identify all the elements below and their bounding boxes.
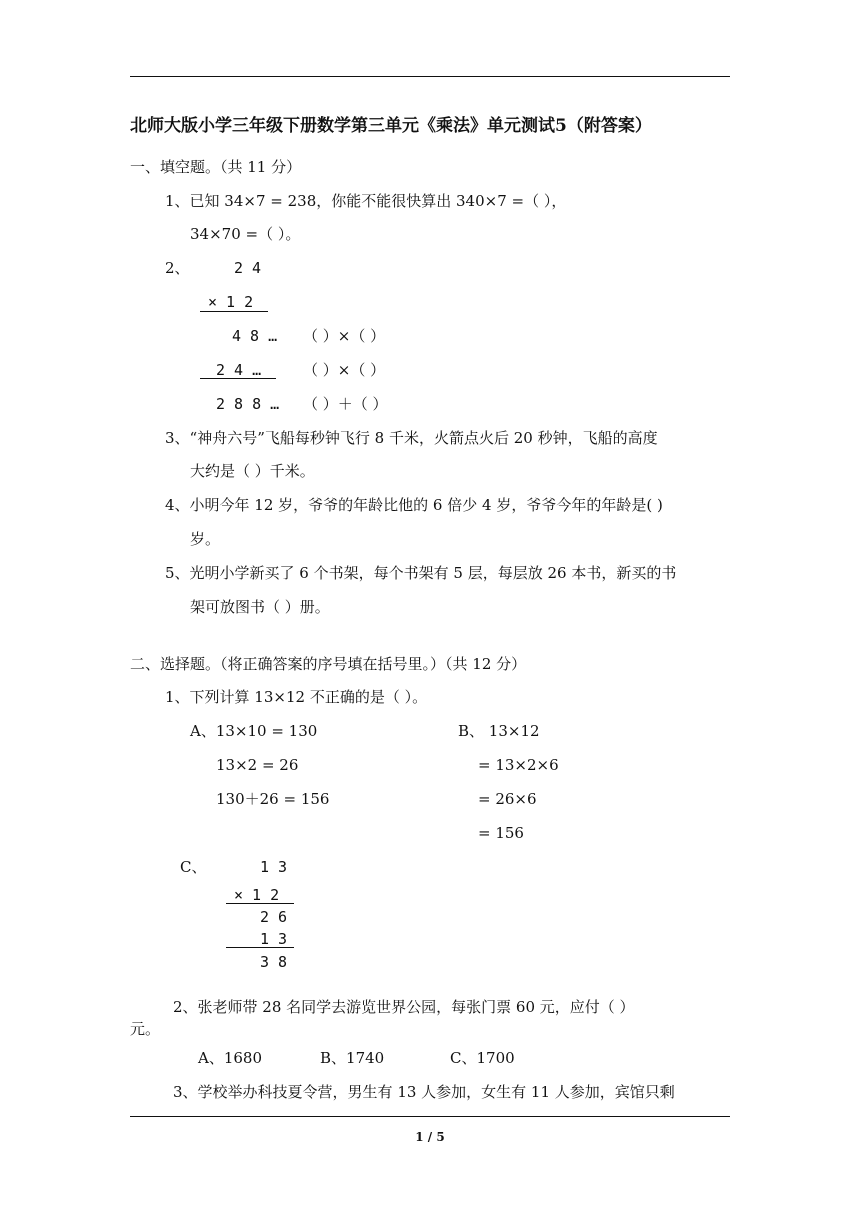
s2-q2-line1: 2、张老师带 28 名同学去游览世界公园，每张门票 60 元，应付（ ） xyxy=(173,998,635,1016)
option-c-row1: 2 6 xyxy=(260,908,288,926)
option-c-multiplier: × 1 2 xyxy=(234,886,280,904)
q2-row2: 2 4 … xyxy=(216,361,262,379)
q2-row1: 4 8 … xyxy=(232,327,278,345)
section1-heading: 一、填空题。（共 11 分） xyxy=(130,158,302,176)
option-a-line3: 130＋26 = 156 xyxy=(216,790,330,808)
q2-underline-2 xyxy=(200,378,276,379)
option-c-multiplicand: 1 3 xyxy=(260,858,288,876)
q2-blank-mul2: （ ）×（ ） xyxy=(303,361,386,379)
option-a-line2: 13×2 = 26 xyxy=(216,756,299,774)
option-c-result: 3 8 xyxy=(260,953,288,971)
option-c-label: C、 xyxy=(180,858,207,876)
q2-underline-1 xyxy=(200,311,268,312)
document-title: 北师大版小学三年级下册数学第三单元《乘法》单元测试5（附答案） xyxy=(130,116,652,136)
option-b-line2: = 13×2×6 xyxy=(478,756,559,774)
q2-label: 2、 xyxy=(165,259,190,277)
option-c-underline-2 xyxy=(226,947,294,948)
q4-line2: 岁。 xyxy=(190,530,221,548)
q5-line2: 架可放图书（ ）册。 xyxy=(190,598,330,616)
q2-multiplicand: 2 4 xyxy=(234,259,262,277)
q2-multiplier: × 1 2 xyxy=(208,293,254,311)
q2-row3: 2 8 8 … xyxy=(216,395,280,413)
q5-line1: 5、光明小学新买了 6 个书架，每个书架有 5 层，每层放 26 本书，新买的书 xyxy=(165,564,677,582)
q1-line1: 1、已知 34×7 = 238，你能不能很快算出 340×7 =（ ）， xyxy=(165,192,567,210)
s2-q2-line2: 元。 xyxy=(130,1020,161,1038)
q3-line1: 3、“神舟六号”飞船每秒钟飞行 8 千米，火箭点火后 20 秒钟，飞船的高度 xyxy=(165,429,658,447)
q4-line1: 4、小明今年 12 岁，爷爷的年龄比他的 6 倍少 4 岁，爷爷今年的年龄是( ) xyxy=(165,496,663,514)
q3-line2: 大约是（ ）千米。 xyxy=(190,462,315,480)
s2-q1: 1、下列计算 13×12 不正确的是（ ）。 xyxy=(165,688,428,706)
q2-blank-add: （ ）＋（ ） xyxy=(303,395,388,413)
q2-blank-mul1: （ ）×（ ） xyxy=(303,327,386,345)
section2-heading: 二、选择题。（将正确答案的序号填在括号里。）（共 12 分） xyxy=(130,655,527,673)
s2-q2-option-c: C、1700 xyxy=(450,1049,515,1067)
option-b-label: B、 13×12 xyxy=(458,722,540,740)
s2-q2-option-b: B、1740 xyxy=(320,1049,385,1067)
option-c-underline-1 xyxy=(226,903,294,904)
s2-q2-option-a: A、1680 xyxy=(198,1049,263,1067)
header-rule xyxy=(130,76,730,77)
option-a-label: A、13×10 = 130 xyxy=(190,722,318,740)
footer-rule xyxy=(130,1116,730,1117)
option-b-line4: = 156 xyxy=(478,824,524,842)
option-c-row2: 1 3 xyxy=(260,930,288,948)
s2-q3-line1: 3、学校举办科技夏令营，男生有 13 人参加，女生有 11 人参加，宾馆只剩 xyxy=(173,1083,675,1101)
option-b-line3: = 26×6 xyxy=(478,790,537,808)
page-number: 1 / 5 xyxy=(415,1130,445,1144)
q1-line2: 34×70 =（ ）。 xyxy=(190,225,301,243)
